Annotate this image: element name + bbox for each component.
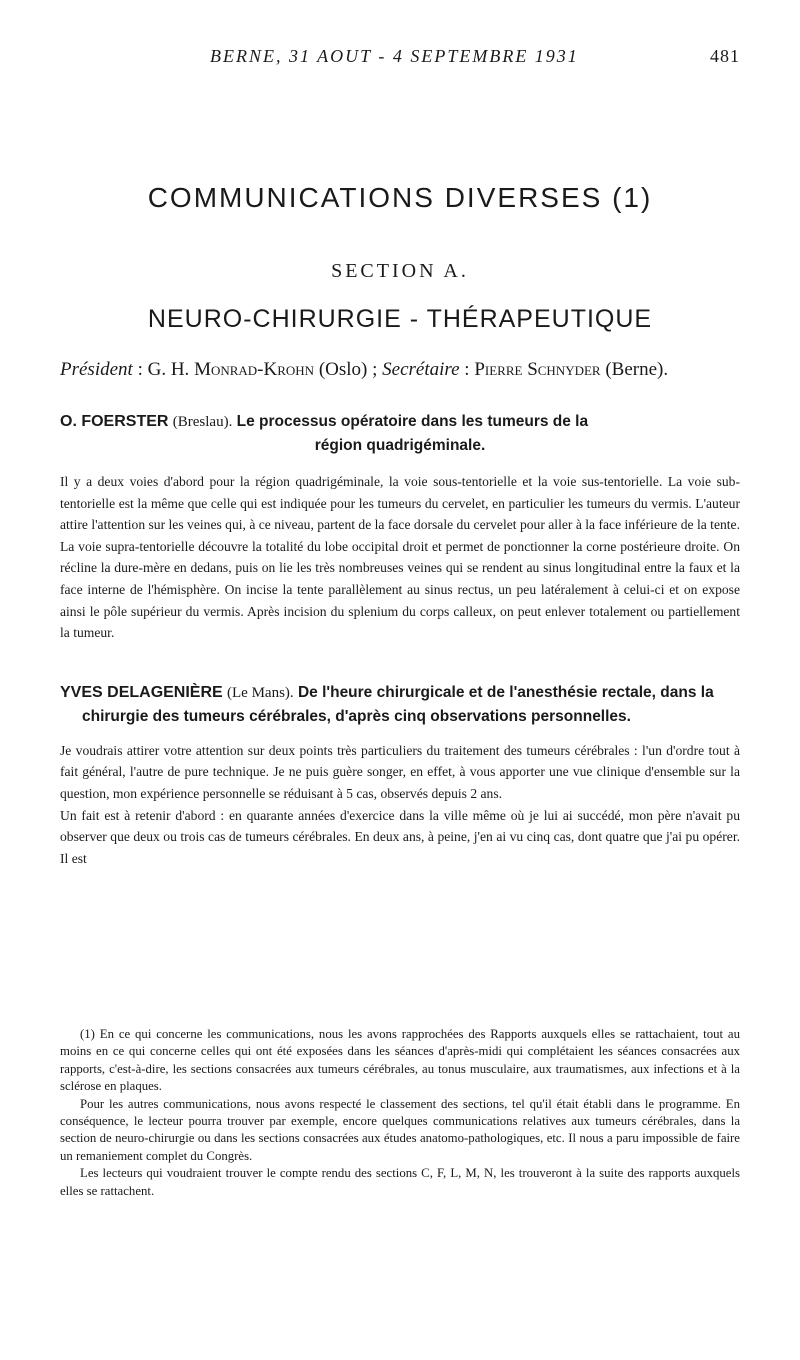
communication-1-paragraph: Il y a deux voies d'abord pour la région quadrigéminale, la voie sous-tentorielle et la voie sus-tentorielle. La voie sub-tentorielle est la même que celle qui est indiquée pour les tumeurs du cervelet, en particulier les tumeurs du vermis. L'auteur attire l'attention sur les veines qui, à ce niveau, partent de la face dorsale du cervelet pour aller à la face inférieure de la tente. La voie supra-tentorielle découvre la totalité du lobe occipital droit et permet de ponctionner la corne postérieure droite. On récline la dure-mère en dedans, puis on lie les très nombreuses veines qui se rendent au sinus longitudinal entre la faux et la face interne de l'hémisphère. On incise la tente parallèlement au sinus rectus, un peu latéralement à celui-ci et on expose ainsi le pôle supérieur du vermis. Après incision du splenium du corps calleux, on peut enlever totalement ou partiellement la tumeur. — [60, 474, 740, 641]
section-officers: Président : G. H. Monrad-Krohn (Oslo) ; Secrétaire : Pierre Schnyder (Berne). — [60, 359, 669, 380]
communication-2-paragraph-1: Je voudrais attirer votre attention sur deux points très particuliers du traitement des tumeurs cérébrales : l'un d'ordre tout à fait général, l'autre de pure technique. Je ne puis guère songer, en effet, à vous apporter une vue clinique d'ensemble sur la question, mon expérience personnelle se réduisant à 5 cas, observés depuis 2 ans. — [60, 742, 740, 801]
communication-2-title: De l'heure chirurgicale et de l'anesthésie rectale, dans la chirurgie des tumeurs cérébrales, d'après cinq observations personnelles. — [82, 683, 714, 725]
footnote-paragraph-3: Les lecteurs qui voudraient trouver le compte rendu des sections C, F, L, M, N, les trouveront à la suite des rapports auxquels elles se rattachent. — [60, 1166, 740, 1198]
communication-1-heading — [60, 410, 740, 457]
communication-1-place: (Breslau). — [172, 414, 233, 430]
running-head — [60, 40, 740, 70]
secretary-name: Schnyder — [527, 359, 601, 380]
president-name: Monrad-Krohn — [194, 359, 315, 380]
communication-1-title-line1: Le processus opératoire dans les tumeurs de la — [236, 413, 589, 430]
president-label: Président — [60, 359, 133, 380]
footnote-paragraph-2: Pour les autres communications, nous avons respecté le classement des sections, tel qu'il était établi dans le programme. En conséquence, le lecteur pourra trouver par exemple, encore quelques communications relatives aux tumeurs cérébrales, dans la section de neuro-chirurgie ou dans les sections consacrées aux études anatomo-pathologiques, etc. Il nous a paru impossible de faire un remaniement complet du Congrès. — [60, 1096, 740, 1163]
communication-1-title-line2: région quadrigéminale. — [314, 437, 486, 454]
section-title: NEURO-CHIRURGIE - THÉRAPEUTIQUE — [147, 305, 653, 333]
journal-page — [60, 40, 740, 869]
communication-2-paragraph-2: Un fait est à retenir d'abord : en quarante années d'exercice dans la ville même où je lui ai succédé, mon père n'avait pu observer que deux ou trois cas de tumeurs cérébrales. En deux ans, à peine, j'en ai vu cinq cas, dont quatre que j'ai pu opérer. Il est — [60, 807, 740, 866]
president-city: (Oslo) ; — [318, 359, 378, 380]
page-number: 481 — [710, 46, 740, 66]
main-title: COMMUNICATIONS DIVERSES (1) — [147, 182, 653, 213]
communication-2-body — [60, 740, 740, 870]
footnote-paragraph-1: (1) En ce qui concerne les communications, nous les avons rapprochées des Rapports auxquels elles se rattachaient, tout au moins en ce qui concerne celles qui ont été exposées dans les séances d'après-midi qui complétaient les séances consacrées aux rapports, c'est-à-dire, les sections consacrées aux tumeurs cérébrales, au tonus musculaire, aux traumatismes, aux infections et à la sclérose en plaques. — [60, 1027, 740, 1094]
secretary-city: (Berne). — [605, 359, 669, 380]
communication-1-author: O. FOERSTER — [60, 413, 169, 430]
communication-2-place: (Le Mans). — [227, 684, 294, 701]
communication-2-author: YVES DELAGENIÈRE — [60, 683, 223, 701]
section-label: SECTION A. — [331, 260, 469, 282]
secretary-label: Secrétaire — [382, 359, 460, 380]
communication-2-heading — [60, 681, 740, 728]
secretary-first-name: Pierre — [474, 359, 523, 380]
footnote — [60, 1026, 740, 1200]
president-initials: G. H. — [147, 359, 190, 380]
running-head-title: BERNE, 31 AOUT - 4 SEPTEMBRE 1931 — [210, 46, 579, 66]
communication-1-body — [60, 471, 740, 644]
